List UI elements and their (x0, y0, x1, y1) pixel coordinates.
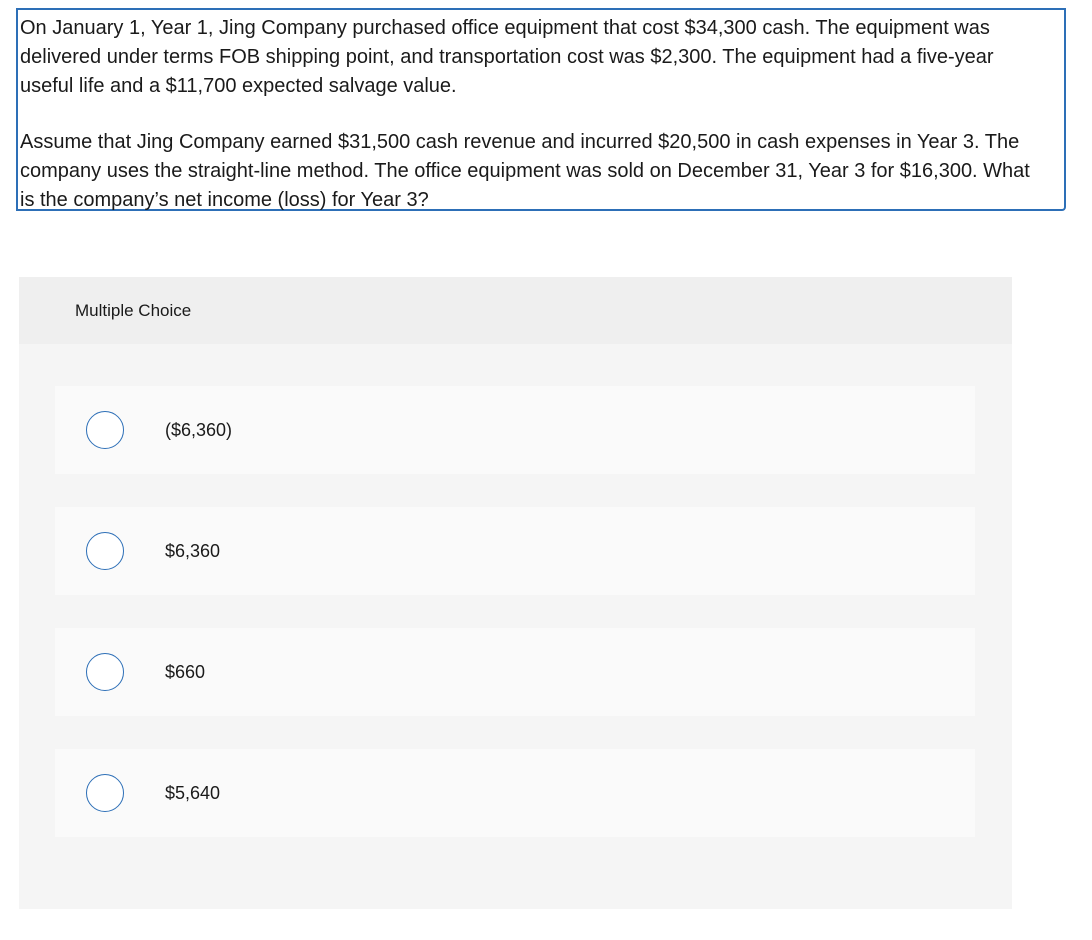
answer-option-label: ($6,360) (165, 419, 233, 440)
radio-button-icon[interactable] (86, 411, 124, 449)
question-paragraph-2: Assume that Jing Company earned $31,500 cash revenue and incurred $20,500 in cash expenses in Year 3. The company uses the straight-line method. The office equipment was sold on December 31, Year 3 for $16,300. What is the company’s net income (loss) for Year 3? (20, 131, 1030, 211)
answer-option-2[interactable] (55, 507, 975, 595)
multiple-choice-panel (19, 277, 1012, 909)
multiple-choice-header (19, 277, 1012, 344)
answer-option-1[interactable] (55, 386, 975, 474)
multiple-choice-title: Multiple Choice (75, 300, 192, 320)
answer-option-label: $6,360 (165, 540, 221, 561)
answer-option-3[interactable] (55, 628, 975, 716)
radio-button-icon[interactable] (86, 532, 124, 570)
answer-option-4[interactable] (55, 749, 975, 837)
question-text-box (16, 8, 1066, 211)
answer-option-label: $5,640 (165, 782, 221, 803)
answer-option-label: $660 (165, 661, 206, 682)
radio-button-icon[interactable] (86, 774, 124, 812)
radio-button-icon[interactable] (86, 653, 124, 691)
question-paragraph-1: On January 1, Year 1, Jing Company purchased office equipment that cost $34,300 cash. The equipment was delivered under terms FOB shipping point, and transportation cost was $2,300. The equipment had a five-year useful life and a $11,700 expected salvage value. (20, 17, 994, 97)
